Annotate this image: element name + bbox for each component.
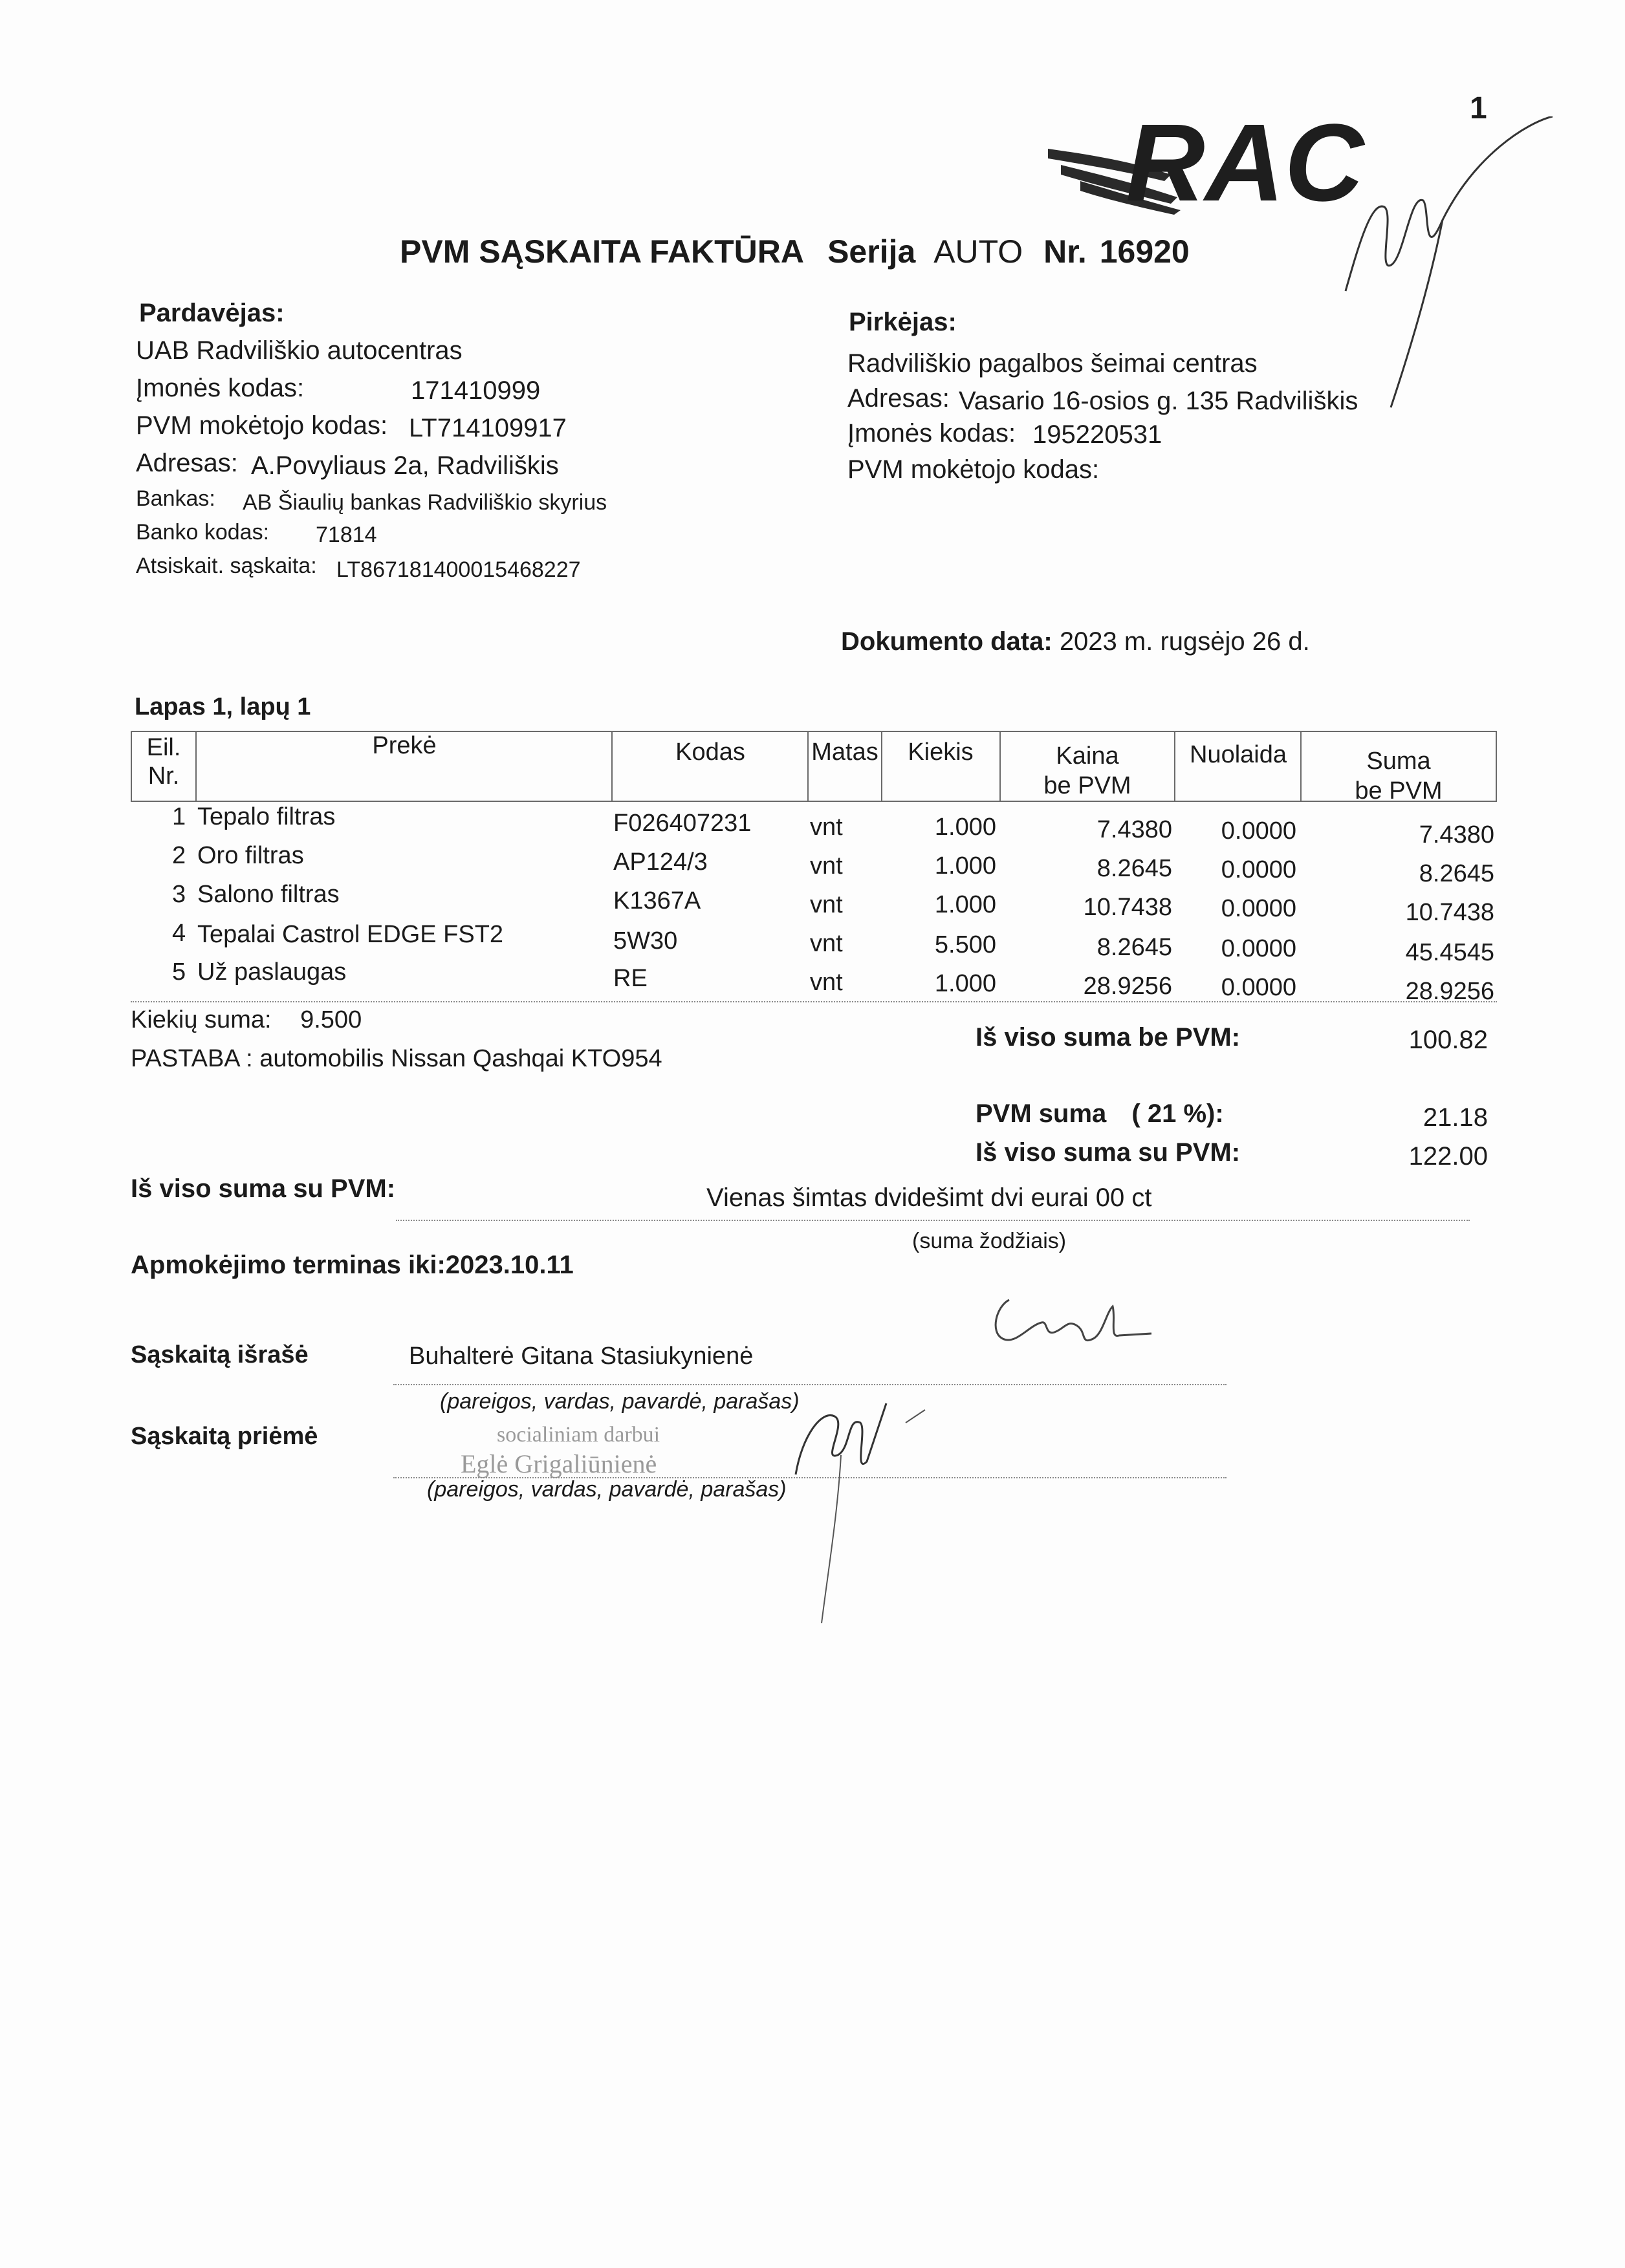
col-header-price-line2: be PVM xyxy=(1043,772,1131,799)
qty-total xyxy=(131,1006,362,1034)
row-code: RE xyxy=(613,965,648,992)
seller-account-label: Atsiskait. sąskaita: xyxy=(136,554,317,578)
issued-by-value: Buhalterė Gitana Stasiukynienė xyxy=(409,1343,754,1370)
series-value: AUTO xyxy=(933,233,1023,270)
row-nr: 1 xyxy=(172,803,186,830)
row-unit: vnt xyxy=(810,852,843,880)
row-price: 28.9256 xyxy=(1083,973,1172,1000)
total-net-label: Iš viso suma be PVM: xyxy=(976,1023,1241,1052)
table-col-divider xyxy=(1496,731,1497,801)
in-words-caption: (suma žodžiais) xyxy=(912,1229,1067,1253)
in-words-line xyxy=(396,1220,1470,1221)
row-sum: 10.7438 xyxy=(1405,899,1494,926)
row-discount: 0.0000 xyxy=(1221,856,1296,883)
invoice-title xyxy=(400,233,1190,270)
total-gross-label: Iš viso suma su PVM: xyxy=(976,1138,1241,1167)
total-vat-label xyxy=(976,1099,1224,1129)
received-by-caption: (pareigos, vardas, pavardė, parašas) xyxy=(427,1477,787,1502)
row-item: Oro filtras xyxy=(197,842,304,869)
col-header-nr-line2: Nr. xyxy=(147,762,180,790)
buyer-address-label: Adresas: xyxy=(847,384,950,413)
number-label: Nr. xyxy=(1043,233,1087,270)
col-header-sum-line2: be PVM xyxy=(1355,777,1443,805)
invoice-number: 16920 xyxy=(1099,233,1190,270)
seller-vat-label: PVM mokėtojo kodas: xyxy=(136,411,388,440)
row-qty: 1.000 xyxy=(934,970,996,997)
table-col-divider xyxy=(131,731,132,801)
row-code: AP124/3 xyxy=(613,848,708,876)
row-discount: 0.0000 xyxy=(1221,974,1296,1001)
seller-heading: Pardavėjas: xyxy=(139,299,285,327)
stamp-line-3: Eglė Grigaliūnienė xyxy=(461,1449,657,1478)
row-unit: vnt xyxy=(810,930,843,957)
col-header-sum xyxy=(1302,746,1496,806)
issued-by-caption: (pareigos, vardas, pavardė, parašas) xyxy=(440,1389,800,1414)
col-header-nr-line1: Eil. xyxy=(146,734,181,761)
seller-bank: AB Šiaulių bankas Radviliškio skyrius xyxy=(243,490,607,515)
qty-total-value: 9.500 xyxy=(300,1006,362,1033)
logo-text: RAC xyxy=(1126,102,1364,220)
buyer-vat-label: PVM mokėtojo kodas: xyxy=(847,455,1100,484)
buyer-heading: Pirkėjas: xyxy=(849,308,957,336)
received-signature xyxy=(776,1384,932,1630)
col-header-code: Kodas xyxy=(675,739,745,766)
row-item: Salono filtras xyxy=(197,881,340,908)
title-main: PVM SĄSKAITA FAKTŪRA xyxy=(400,233,803,270)
row-price: 8.2645 xyxy=(1096,855,1172,882)
seller-name: UAB Radviliškio autocentras xyxy=(136,336,463,365)
seller-account: LT867181400015468227 xyxy=(336,557,581,582)
total-net-value: 100.82 xyxy=(1408,1026,1488,1054)
table-col-divider xyxy=(1174,731,1175,801)
row-nr: 2 xyxy=(172,842,186,869)
row-qty: 1.000 xyxy=(934,852,996,880)
due-label: Apmokėjimo terminas iki: xyxy=(131,1251,446,1279)
due-value: 2023.10.11 xyxy=(445,1251,574,1279)
row-code: K1367A xyxy=(613,887,701,914)
row-item: Tepalai Castrol EDGE FST2 xyxy=(197,921,504,948)
document-date xyxy=(841,627,1310,656)
in-words-label: Iš viso suma su PVM: xyxy=(131,1174,396,1203)
row-discount: 0.0000 xyxy=(1221,895,1296,922)
due-date xyxy=(131,1251,574,1280)
vat-rate: ( 21 %): xyxy=(1131,1099,1224,1128)
row-item: Tepalo filtras xyxy=(197,803,336,830)
row-nr: 4 xyxy=(172,920,186,947)
row-price: 8.2645 xyxy=(1096,934,1172,961)
table-col-divider xyxy=(611,731,613,801)
row-code: 5W30 xyxy=(613,927,678,955)
col-header-sum-line1: Suma xyxy=(1366,748,1431,775)
stamp-line-2: socialiniam darbui xyxy=(497,1423,660,1447)
table-col-divider xyxy=(195,731,197,801)
row-sum: 28.9256 xyxy=(1405,978,1494,1005)
row-sum: 7.4380 xyxy=(1419,821,1494,848)
seller-bank-label: Bankas: xyxy=(136,486,215,511)
series-label: Serija xyxy=(827,233,916,270)
buyer-code: 195220531 xyxy=(1032,420,1162,449)
page-info: Lapas 1, lapų 1 xyxy=(135,693,311,720)
col-header-qty: Kiekis xyxy=(908,739,974,766)
buyer-name: Radviliškio pagalbos šeimai centras xyxy=(847,349,1258,378)
total-vat-value: 21.18 xyxy=(1423,1103,1488,1132)
row-qty: 5.500 xyxy=(934,931,996,958)
document-date-value: 2023 m. rugsėjo 26 d. xyxy=(1059,627,1310,656)
seller-bank-code: 71814 xyxy=(316,523,377,547)
issued-signature xyxy=(983,1287,1177,1365)
table-col-divider xyxy=(999,731,1001,801)
col-header-unit: Matas xyxy=(811,739,878,766)
total-gross-value: 122.00 xyxy=(1408,1142,1488,1171)
row-discount: 0.0000 xyxy=(1221,817,1296,845)
rac-logo xyxy=(1042,78,1378,220)
seller-bank-code-label: Banko kodas: xyxy=(136,520,270,545)
row-unit: vnt xyxy=(810,814,843,841)
col-header-nr xyxy=(133,733,195,790)
seller-vat: LT714109917 xyxy=(409,414,567,442)
row-price: 7.4380 xyxy=(1096,816,1172,843)
row-discount: 0.0000 xyxy=(1221,935,1296,962)
vat-label: PVM suma xyxy=(976,1099,1107,1128)
buyer-code-label: Įmonės kodas: xyxy=(847,419,1016,448)
seller-code-label: Įmonės kodas: xyxy=(136,374,305,402)
row-nr: 3 xyxy=(172,881,186,908)
row-qty: 1.000 xyxy=(934,814,996,841)
row-unit: vnt xyxy=(810,891,843,918)
document-date-label: Dokumento data: xyxy=(841,627,1052,656)
col-header-discount: Nuolaida xyxy=(1190,741,1287,768)
row-unit: vnt xyxy=(810,969,843,996)
col-header-item: Prekė xyxy=(372,732,437,759)
col-header-price xyxy=(1001,741,1173,801)
row-nr: 5 xyxy=(172,958,186,986)
row-sum: 8.2645 xyxy=(1419,860,1494,887)
col-header-price-line1: Kaina xyxy=(1056,742,1119,770)
received-by-label: Sąskaitą priėmė xyxy=(131,1423,318,1450)
in-words-value: Vienas šimtas dvidešimt dvi eurai 00 ct xyxy=(706,1183,1152,1212)
row-code: F026407231 xyxy=(613,810,752,837)
seller-address-label: Adresas: xyxy=(136,449,238,477)
handwritten-mark xyxy=(1333,116,1565,414)
seller-code: 171410999 xyxy=(411,376,541,405)
qty-total-label: Kiekių suma: xyxy=(131,1006,272,1033)
buyer-address: Vasario 16-osios g. 135 Radviliškis xyxy=(959,387,1358,415)
note: PASTABA : automobilis Nissan Qashqai KTO954 xyxy=(131,1045,662,1072)
seller-address: A.Povyliaus 2a, Radviliškis xyxy=(251,451,559,480)
page-number: 1 xyxy=(1470,91,1487,125)
table-header-bottom-border xyxy=(131,801,1497,802)
row-item: Už paslaugas xyxy=(197,958,347,986)
row-sum: 45.4545 xyxy=(1405,939,1494,966)
issued-by-label: Sąskaitą išrašė xyxy=(131,1341,309,1368)
row-qty: 1.000 xyxy=(934,891,996,918)
row-price: 10.7438 xyxy=(1083,894,1172,921)
table-bottom-border xyxy=(131,1001,1497,1002)
